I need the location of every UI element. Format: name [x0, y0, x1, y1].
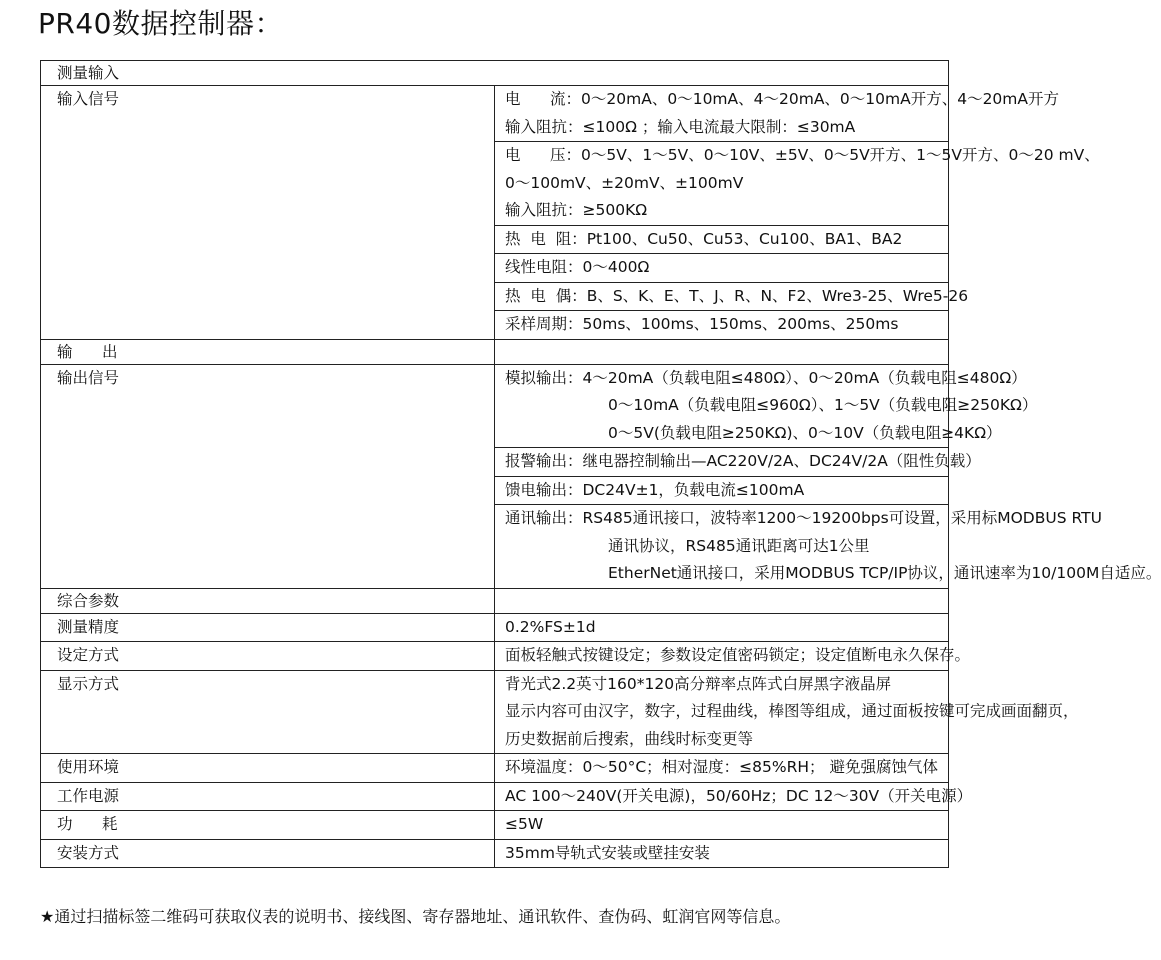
section-label-general: 综合参数	[41, 588, 495, 613]
cell-display	[495, 670, 1079, 754]
input-voltage-line-1: 电 压：0～5V、1～5V、0～10V、±5V、0～5V开方、1～5V开方、0～20 mV、	[505, 146, 1100, 164]
cell-setting: 面板轻触式按键设定；参数设定值密码锁定；设定值断电永久保存。	[495, 642, 949, 671]
table-row	[41, 670, 949, 754]
comm-output-line-1: 通讯输出：RS485通讯接口，波特率1200～19200bps可设置，采用标MODBUS RTU	[505, 509, 1102, 527]
cell-consumption: ≤5W	[495, 811, 949, 840]
spec-table	[40, 60, 1161, 868]
cell-thermocouple: 热 电 偶：B、S、K、E、T、J、R、N、F2、Wre3-25、Wre5-26	[495, 282, 949, 311]
cell-feed-output: 馈电输出：DC24V±1，负载电流≤100mA	[495, 476, 949, 505]
input-current-line-2: 输入阻抗：≤100Ω ；输入电流最大限制：≤30mA	[505, 117, 856, 136]
section-row-measure-input	[41, 61, 949, 86]
section-row-output	[41, 339, 949, 364]
footer-note: ★通过扫描标签二维码可获取仪表的说明书、接线图、寄存器地址、通讯软件、查伪码、虹润官网等信息。	[40, 907, 791, 926]
table-row	[41, 839, 949, 868]
table-row	[41, 642, 949, 671]
row-label-display: 显示方式	[41, 670, 495, 754]
row-label-consumption: 功 耗	[41, 811, 495, 840]
row-label-install: 安装方式	[41, 839, 495, 868]
input-voltage-line-2: 0～100mV、±20mV、±100mV	[505, 173, 744, 192]
cell-comm-output	[495, 505, 1161, 589]
row-label-environment: 使用环境	[41, 754, 495, 783]
page-title: PR40数据控制器：	[38, 7, 283, 40]
analog-output-line-1: 模拟输出：4～20mA（负载电阻≤480Ω）、0～20mA（负载电阻≤480Ω）	[505, 368, 1027, 387]
row-label-power: 工作电源	[41, 782, 495, 811]
row-label-input-signal: 输入信号	[41, 86, 495, 340]
cell-sampling-period: 采样周期：50ms、100ms、150ms、200ms、250ms	[495, 311, 949, 340]
table-row	[41, 364, 949, 448]
section-label-output: 输 出	[41, 339, 495, 364]
cell-install: 35mm导轨式安装或壁挂安装	[495, 839, 949, 868]
cell-voltage	[495, 142, 1100, 226]
row-label-accuracy: 测量精度	[41, 613, 495, 642]
row-label-setting: 设定方式	[41, 642, 495, 671]
cell-power: AC 100～240V(开关电源)，50/60Hz；DC 12～30V（开关电源）	[495, 782, 949, 811]
empty-cell	[495, 339, 949, 364]
table-row	[41, 613, 949, 642]
section-row-general	[41, 588, 949, 613]
comm-output-line-2: 通讯协议，RS485通讯距离可达1公里	[608, 536, 870, 555]
display-line-3: 历史数据前后搜索，曲线时标变更等	[505, 729, 754, 748]
section-label-measure-input: 测量输入	[41, 61, 949, 86]
table-row	[41, 754, 949, 783]
display-line-2: 显示内容可由汉字，数字，过程曲线，棒图等组成，通过面板按键可完成画面翻页，	[505, 702, 1079, 720]
row-label-output-signal: 输出信号	[41, 364, 495, 588]
display-line-1: 背光式2.2英寸160*120高分辩率点阵式白屏黑字液晶屏	[505, 674, 892, 693]
cell-alarm-output: 报警输出：继电器控制输出—AC220V/2A、DC24V/2A（阻性负载）	[495, 448, 949, 477]
analog-output-line-3: 0～5V(负载电阻≥250KΩ)、0～10V（负载电阻≥4KΩ）	[608, 423, 1002, 442]
table-row	[41, 811, 949, 840]
comm-output-line-3: EtherNet通讯接口，采用MODBUS TCP/IP协议，通讯速率为10/100M自适应。	[608, 564, 1161, 582]
input-voltage-line-3: 输入阻抗：≥500KΩ	[505, 201, 648, 219]
cell-accuracy: 0.2%FS±1d	[495, 613, 949, 642]
analog-output-line-2: 0～10mA（负载电阻≤960Ω）、1～5V（负载电阻≥250KΩ）	[608, 396, 1038, 414]
table-row	[41, 782, 949, 811]
cell-analog-output	[495, 364, 1038, 448]
cell-environment: 环境温度：0～50°C；相对湿度：≤85%RH； 避免强腐蚀气体	[495, 754, 949, 783]
input-current-line-1: 电 流：0～20mA、0～10mA、4～20mA、0～10mA开方、4～20mA开方	[505, 90, 1059, 108]
cell-current	[495, 86, 1059, 142]
cell-linear-resistance: 线性电阻：0～400Ω	[495, 254, 949, 283]
table-row	[41, 86, 949, 142]
empty-cell	[495, 588, 949, 613]
cell-rtd: 热 电 阻：Pt100、Cu50、Cu53、Cu100、BA1、BA2	[495, 225, 949, 254]
